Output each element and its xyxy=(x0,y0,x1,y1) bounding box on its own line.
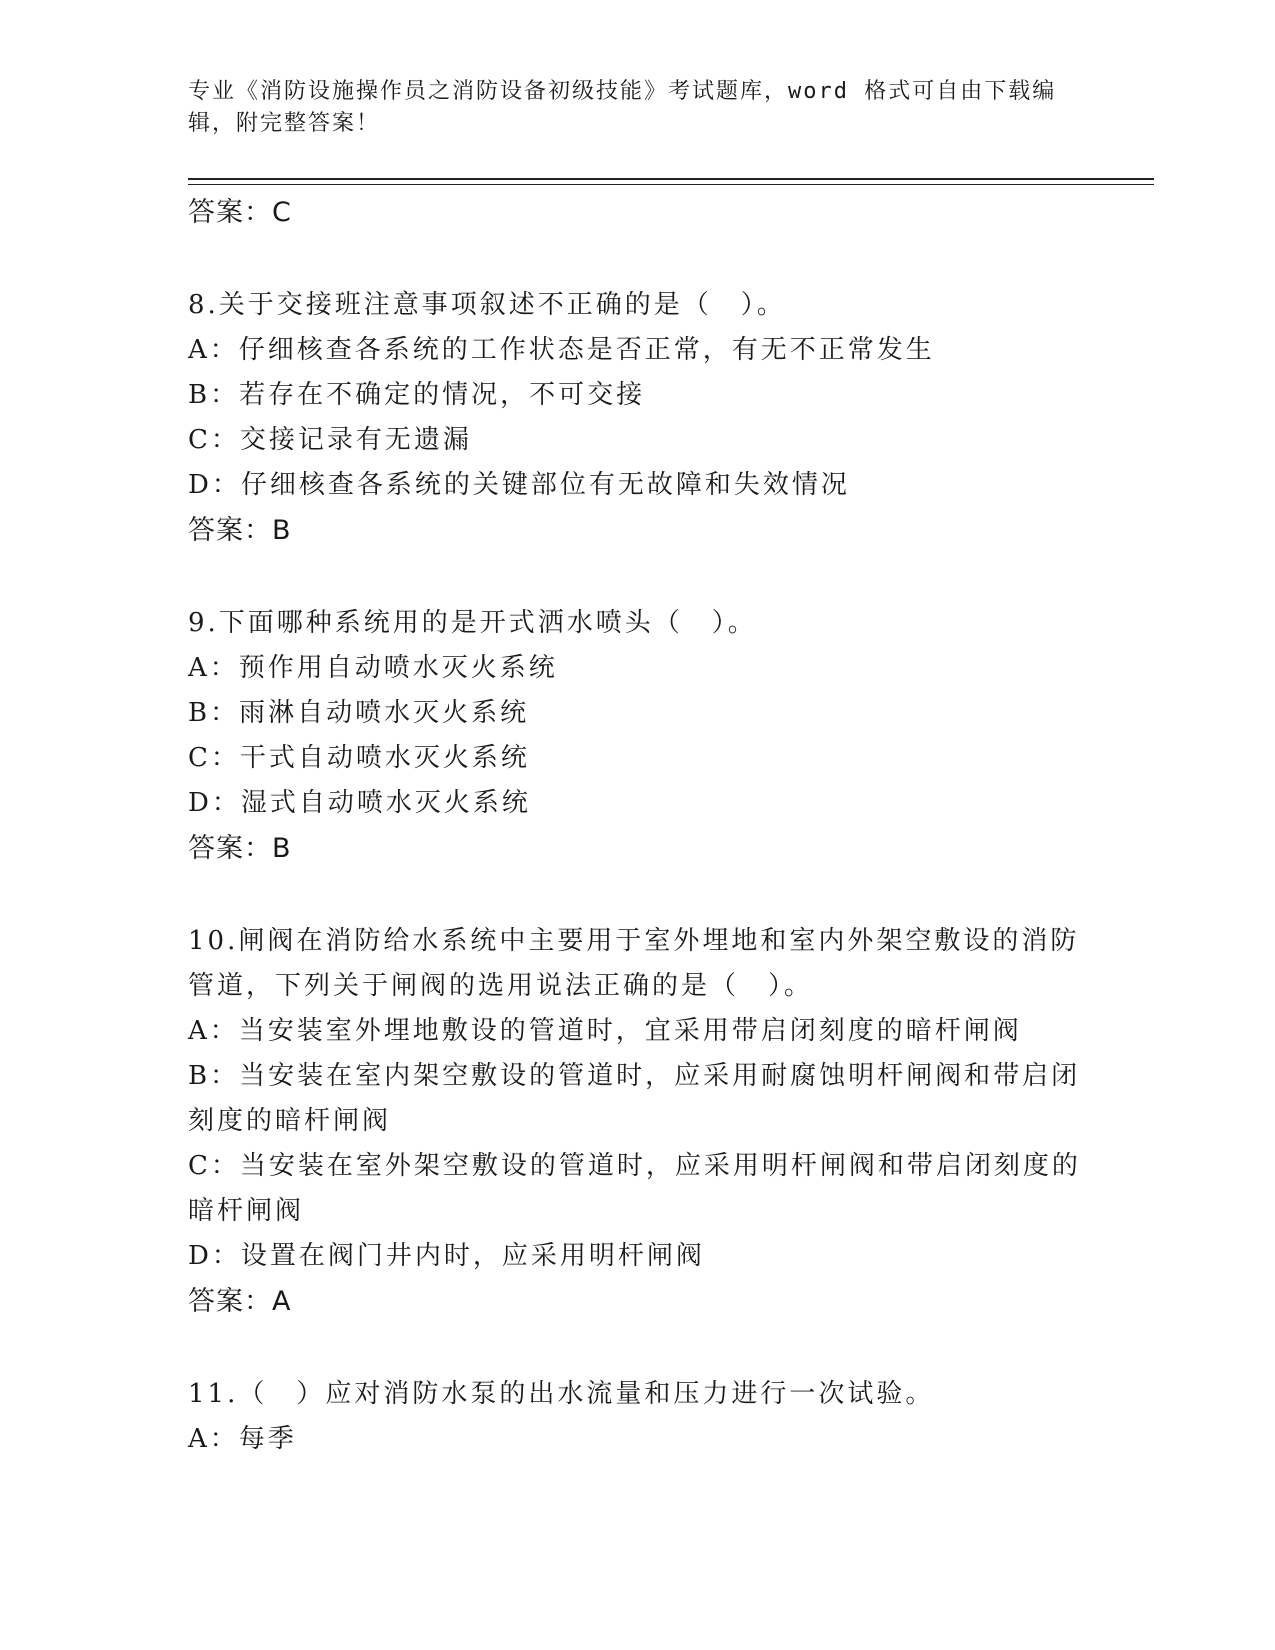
option-c-line-1: C：当安装在室外架空敷设的管道时，应采用明杆闸阀和带启闭刻度的 xyxy=(188,1151,1081,1181)
option-b-line-2: 刻度的暗杆闸阀 xyxy=(188,1106,392,1136)
option-b: B：雨淋自动喷水灭火系统 xyxy=(188,698,530,728)
spacer xyxy=(188,1324,1088,1372)
option-a: A：仔细核查各系统的工作状态是否正常，有无不正常发生 xyxy=(188,335,935,365)
header-divider-thick xyxy=(188,178,1154,180)
spacer xyxy=(188,553,1088,601)
question-8 xyxy=(188,283,1088,553)
question-10 xyxy=(188,919,1088,1324)
option-d: D：仔细核查各系统的关键部位有无故障和失效情况 xyxy=(188,470,850,500)
answer: 答案：B xyxy=(188,833,292,864)
question-stem: 9.下面哪种系统用的是开式洒水喷头（ ）。 xyxy=(188,608,757,638)
answer: 答案：B xyxy=(188,515,292,546)
question-stem-line-1: 10.闸阀在消防给水系统中主要用于室外埋地和室内外架空敷设的消防 xyxy=(188,926,1080,956)
option-d: D：湿式自动喷水灭火系统 xyxy=(188,788,531,818)
document-header xyxy=(188,76,1068,140)
header-line-1: 专业《消防设施操作员之消防设备初级技能》考试题库，word 格式可自由下载编 xyxy=(188,79,1057,104)
option-d: D：设置在阀门井内时，应采用明杆闸阀 xyxy=(188,1241,705,1271)
question-9 xyxy=(188,601,1088,871)
option-a: A：预作用自动喷水灭火系统 xyxy=(188,653,558,683)
option-a: A：每季 xyxy=(188,1424,297,1454)
question-stem: 8.关于交接班注意事项叙述不正确的是（ ）。 xyxy=(188,290,786,320)
spacer xyxy=(188,235,1088,283)
option-a: A：当安装室外埋地敷设的管道时，宜采用带启闭刻度的暗杆闸阀 xyxy=(188,1016,1022,1046)
option-b: B：若存在不确定的情况，不可交接 xyxy=(188,380,646,410)
header-divider-thin xyxy=(188,184,1154,185)
question-stem-line-2: 管道，下列关于闸阀的选用说法正确的是（ ）。 xyxy=(188,971,814,1001)
option-c: C：干式自动喷水灭火系统 xyxy=(188,743,530,773)
option-c-line-2: 暗杆闸阀 xyxy=(188,1196,305,1226)
question-11 xyxy=(188,1372,1088,1462)
question-stem: 11.（ ）应对消防水泵的出水流量和压力进行一次试验。 xyxy=(188,1379,935,1409)
header-line-2: 辑，附完整答案！ xyxy=(188,111,381,136)
previous-answer: 答案：C xyxy=(188,197,292,228)
option-c: C：交接记录有无遗漏 xyxy=(188,425,472,455)
question-list xyxy=(188,190,1088,1462)
option-b-line-1: B：当安装在室内架空敷设的管道时，应采用耐腐蚀明杆闸阀和带启闭 xyxy=(188,1061,1081,1091)
spacer xyxy=(188,871,1088,919)
answer: 答案：A xyxy=(188,1286,292,1317)
